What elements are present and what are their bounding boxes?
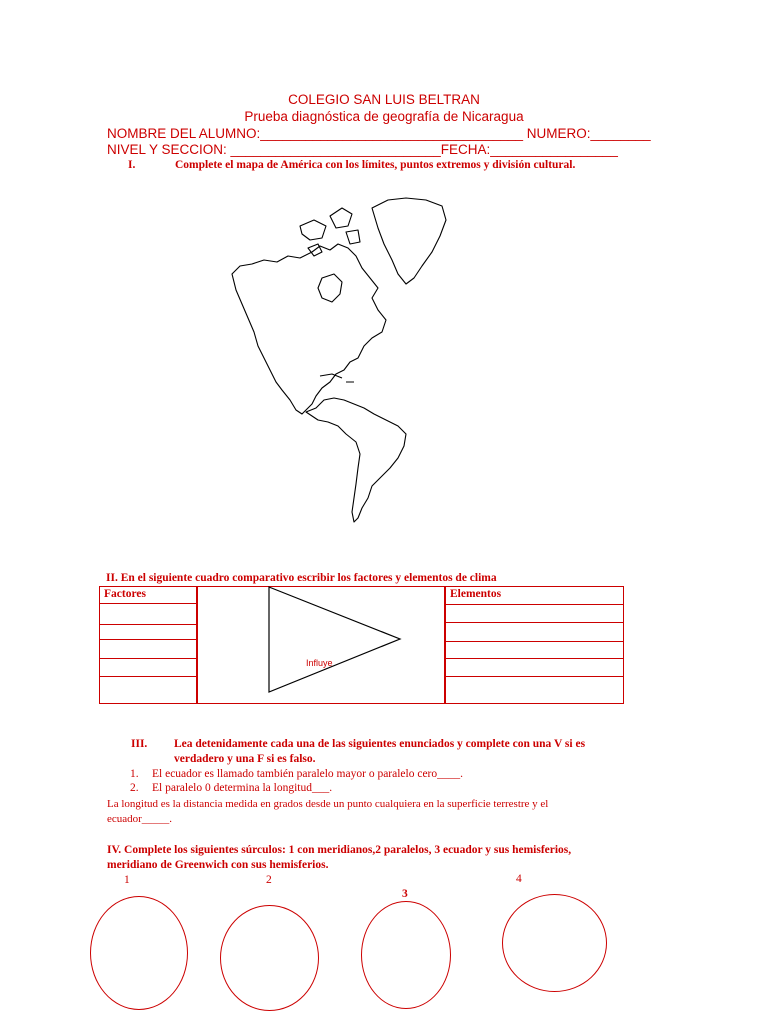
factores-row-line: [99, 639, 197, 640]
arctic-islands-outline: [300, 208, 360, 256]
factores-header: Factores: [104, 588, 146, 600]
factores-row-line: [99, 676, 197, 677]
factores-row-line: [99, 658, 197, 659]
elementos-row-line: [444, 641, 623, 642]
circle-3: [361, 901, 451, 1009]
section-3-number: III.: [131, 738, 148, 750]
extra-statement-line2: ecuador_____.: [107, 813, 173, 825]
influye-label: Influye: [306, 658, 333, 668]
caribbean-islands-outline: [320, 374, 354, 382]
circle-3-label: 3: [402, 888, 408, 900]
circle-1: [90, 896, 188, 1010]
influye-arrow-triangle: [268, 586, 404, 696]
elementos-row-line: [444, 604, 623, 605]
circle-4-label: 4: [516, 873, 522, 885]
test-title: Prueba diagnóstica de geografía de Nicaragua: [244, 109, 524, 124]
level-section-line: NIVEL Y SECCION: ____________________________FECHA:_________________: [107, 142, 618, 157]
elementos-row-line: [444, 676, 623, 677]
section-4-instruction-line2: meridiano de Greenwich con sus hemisferios.: [107, 859, 329, 871]
america-map: [222, 186, 457, 526]
hudson-bay-outline: [318, 274, 342, 302]
south-america-outline: [306, 398, 406, 522]
section-2-title: II. En el siguiente cuadro comparativo escribir los factores y elementos de clima: [106, 572, 497, 584]
item-2-text: El paralelo 0 determina la longitud___.: [152, 782, 333, 794]
factores-row-line: [99, 624, 197, 625]
circle-2: [220, 905, 319, 1011]
section-1-number: I.: [128, 159, 136, 171]
section-3-instruction-line2: verdadero y una F si es falso.: [174, 753, 316, 765]
item-1-number: 1.: [130, 768, 139, 780]
student-name-line: NOMBRE DEL ALUMNO:___________________________________ NUMERO:________: [107, 126, 651, 141]
circle-4: [502, 894, 607, 992]
item-1-text: El ecuador es llamado también paralelo mayor o paralelo cero____.: [152, 768, 464, 780]
elementos-row-line: [444, 658, 623, 659]
elementos-row-line: [444, 622, 623, 623]
section-3-instruction-line1: Lea detenidamente cada una de las siguientes enunciados y complete con una V si es: [174, 738, 586, 750]
section-4-instruction-line1: IV. Complete los siguientes súrculos: 1 con meridianos,2 paralelos, 3 ecuador y sus hemisferios,: [107, 844, 572, 856]
section-1-instruction: Complete el mapa de América con los límites, puntos extremos y división cultural.: [175, 159, 576, 171]
school-name: COLEGIO SAN LUIS BELTRAN: [288, 92, 480, 107]
factores-row-line: [99, 603, 197, 604]
extra-statement-line1: La longitud es la distancia medida en grados desde un punto cualquiera en la superficie terrestre y el: [107, 798, 549, 810]
circle-2-label: 2: [266, 874, 272, 886]
north-america-outline: [232, 244, 386, 414]
item-2-number: 2.: [130, 782, 139, 794]
greenland-outline: [372, 198, 446, 284]
elementos-header: Elementos: [450, 588, 502, 600]
circle-1-label: 1: [124, 874, 130, 886]
